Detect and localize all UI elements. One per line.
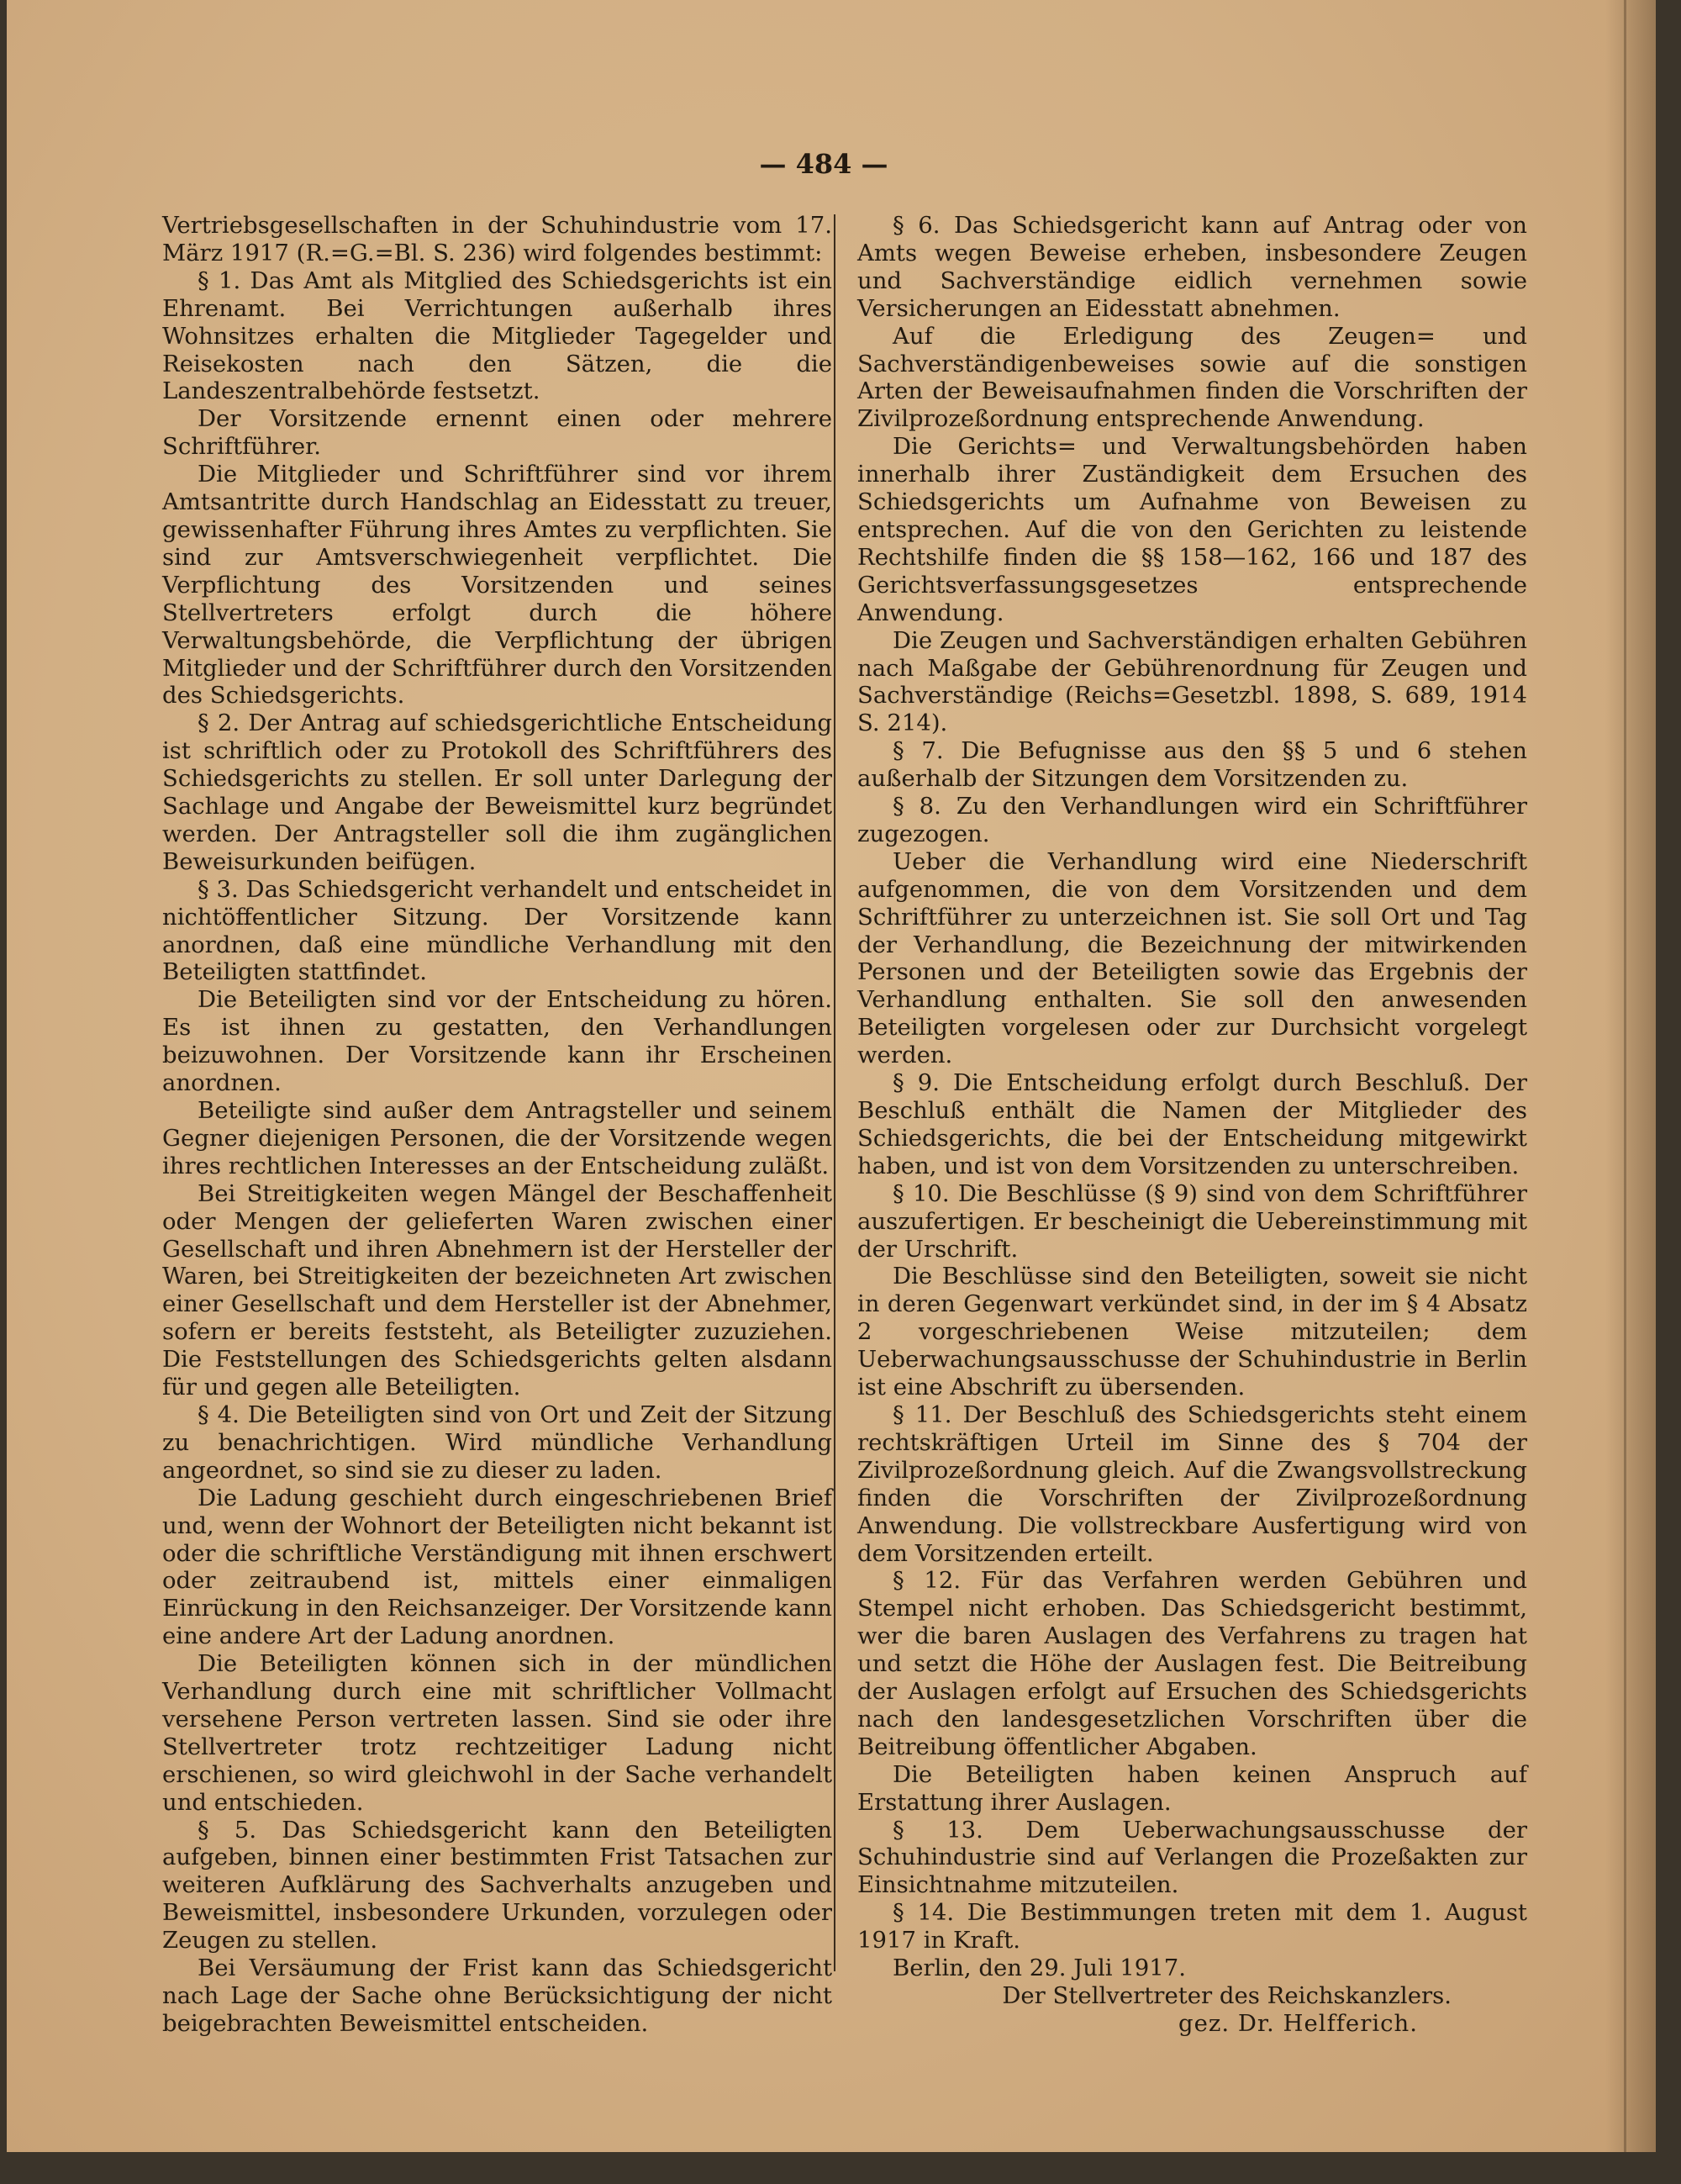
paragraph: § 1. Das Amt als Mitglied des Schiedsgerichts ist ein Ehrenamt. Bei Verrichtungen außerhalb ihres Wohnsitzes erhalten die Mitglieder Tagegelder und Reisekosten nach den Sätzen, die die Landeszentralbehörde festsetzt. xyxy=(162,266,832,405)
paragraph: Die Ladung geschieht durch eingeschriebenen Brief und, wenn der Wohnort der Beteiligten nicht bekannt ist oder die schriftliche Verständigung mit ihnen erschwert oder zeitraubend ist, mittels einer einmaligen Einrückung in den Reichsanzeiger. Der Vorsitzende kann eine andere Art der Ladung anordnen. xyxy=(162,1484,832,1650)
paragraph: § 10. Die Beschlüsse (§ 9) sind von dem Schriftführer auszufertigen. Er bescheinigt die Uebereinstimmung mit der Urschrift. xyxy=(857,1179,1527,1263)
paragraph: § 2. Der Antrag auf schiedsgerichtliche Entscheidung ist schriftlich oder zu Protokoll des Schriftführers des Schiedsgerichts zu stellen. Er soll unter Darlegung der Sachlage und Angabe der Beweismittel kurz begründet werden. Der Antragsteller soll die ihm zugänglichen Beweisurkunden beifügen. xyxy=(162,710,832,875)
paragraph: § 7. Die Befugnisse aus den §§ 5 und 6 stehen außerhalb der Sitzungen dem Vorsitzenden zu. xyxy=(857,737,1527,793)
paragraph: § 13. Dem Ueberwachungsausschusse der Schuhindustrie sind auf Verlangen die Prozeßakten zur Einsichtnahme mitzuteilen. xyxy=(857,1816,1527,1899)
column-divider xyxy=(834,214,835,1971)
signatory-title: Der Stellvertreter des Reichskanzlers. xyxy=(1002,1982,1452,2009)
page-gutter-shadow xyxy=(1605,0,1656,2152)
paragraph: Die Beteiligten können sich in der mündlichen Verhandlung durch eine mit schriftlicher Vollmacht versehene Person vertreten lassen. Sind sie oder ihre Stellvertreter trotz rechtzeitiger Ladung nicht erschienen, so wird gleichwohl in der Sache verhandelt und entschieden. xyxy=(162,1650,832,1816)
paragraph: Die Mitglieder und Schriftführer sind vor ihrem Amtsantritte durch Handschlag an Eidesstatt zu treuer, gewissenhafter Führung ihres Amtes zu verpflichten. Sie sind zur Amtsverschwiegenheit verpflichtet. Die Verpflichtung des Vorsitzenden und seines Stellvertreters erfolgt durch die höhere Verwaltungsbehörde, die Verpflichtung der übrigen Mitglieder und der Schriftführer durch den Vorsitzenden des Schiedsgerichts. xyxy=(162,461,832,710)
paragraph: Bei Versäumung der Frist kann das Schiedsgericht nach Lage der Sache ohne Berücksichtigung der nicht beigebrachten Beweismittel entscheiden. xyxy=(162,1955,832,2037)
paragraph: Die Gerichts= und Verwaltungsbehörden haben innerhalb ihrer Zuständigkeit dem Ersuchen des Schiedsgerichts um Aufnahme von Beweisen zu entsprechen. Auf die von den Gerichten zu leistende Rechtshilfe finden die §§ 158—162, 166 und 187 des Gerichtsverfassungsgesetzes entsprechende Anwendung. xyxy=(857,433,1527,626)
paragraph: § 6. Das Schiedsgericht kann auf Antrag oder von Amts wegen Beweise erheben, insbesondere Zeugen und Sachverständige eidlich vernehmen sowie Versicherungen an Eidesstatt abnehmen. xyxy=(857,212,1527,322)
page-number: — 484 — xyxy=(759,148,888,180)
paragraph: Die Beteiligten haben keinen Anspruch auf Erstattung ihrer Auslagen. xyxy=(857,1760,1527,1816)
paragraph: § 5. Das Schiedsgericht kann den Beteiligten aufgeben, binnen einer bestimmten Frist Tatsachen zur weiteren Aufklärung des Sachverhalts anzugeben und Beweismittel, insbesondere Urkunden, vorzulegen oder Zeugen zu stellen. xyxy=(162,1816,832,1955)
paragraph: Der Vorsitzende ernennt einen oder mehrere Schriftführer. xyxy=(162,405,832,461)
paragraph: Die Zeugen und Sachverständigen erhalten Gebühren nach Maßgabe der Gebührenordnung für Zeugen und Sachverständige (Reichs=Gesetzbl. 1898, S. 689, 1914 S. 214). xyxy=(857,626,1527,737)
paragraph: § 8. Zu den Verhandlungen wird ein Schriftführer zugezogen. xyxy=(857,793,1527,847)
paragraph: Die Beschlüsse sind den Beteiligten, soweit sie nicht in deren Gegenwart verkündet sind, in der im § 4 Absatz 2 vorgeschriebenen Weise mitzuteilen; dem Ueberwachungsausschusse der Schuhindustrie in Berlin ist eine Abschrift zu übersenden. xyxy=(857,1263,1527,1401)
right-column xyxy=(857,212,1527,2038)
paragraph: § 14. Die Bestimmungen treten mit dem 1. August 1917 in Kraft. xyxy=(857,1899,1527,1955)
paragraph: Auf die Erledigung des Zeugen= und Sachverständigenbeweises sowie auf die sonstigen Arten der Beweisaufnahmen finden die Vorschriften der Zivilprozeßordnung entsprechende Anwendung. xyxy=(857,322,1527,433)
signature: gez. Dr. Helfferich. xyxy=(1178,2009,1418,2037)
paragraph: § 9. Die Entscheidung erfolgt durch Beschluß. Der Beschluß enthält die Namen der Mitglieder des Schiedsgerichts, die bei der Entscheidung mitgewirkt haben, und ist von dem Vorsitzenden zu unterschreiben. xyxy=(857,1069,1527,1179)
paragraph: Beteiligte sind außer dem Antragsteller und seinem Gegner diejenigen Personen, die der Vorsitzende wegen ihres rechtlichen Interesses an der Entscheidung zuläßt. xyxy=(162,1097,832,1179)
left-column xyxy=(162,212,832,2038)
place-date: Berlin, den 29. Juli 1917. xyxy=(893,1955,1187,1982)
page-edge xyxy=(1624,0,1626,2152)
paragraph: § 11. Der Beschluß des Schiedsgerichts steht einem rechtskräftigen Urteil im Sinne des § 704 der Zivilprozeßordnung gleich. Auf die Zwangsvollstreckung finden die Vorschriften der Zivilprozeßordnung Anwendung. Die vollstreckbare Ausfertigung wird von dem Vorsitzenden erteilt. xyxy=(857,1401,1527,1567)
paragraph: § 4. Die Beteiligten sind von Ort und Zeit der Sitzung zu benachrichtigen. Wird mündliche Verhandlung angeordnet, so sind sie zu dieser zu laden. xyxy=(162,1401,832,1484)
paragraph: Ueber die Verhandlung wird eine Niederschrift aufgenommen, die von dem Vorsitzenden und dem Schriftführer zu unterzeichnen ist. Sie soll Ort und Tag der Verhandlung, die Bezeichnung der mitwirkenden Personen und der Beteiligten sowie das Ergebnis der Verhandlung enthalten. Sie soll den anwesenden Beteiligten vorgelesen oder zur Durchsicht vorgelegt werden. xyxy=(857,847,1527,1069)
paragraph: § 3. Das Schiedsgericht verhandelt und entscheidet in nichtöffentlicher Sitzung. Der Vorsitzende kann anordnen, daß eine mündliche Verhandlung mit den Beteiligten stattfindet. xyxy=(162,875,832,986)
paragraph: § 12. Für das Verfahren werden Gebühren und Stempel nicht erhoben. Das Schiedsgericht bestimmt, wer die baren Auslagen des Verfahrens zu tragen hat und setzt die Höhe der Auslagen fest. Die Beitreibung der Auslagen erfolgt auf Ersuchen des Schiedsgerichts nach den landesgesetzlichen Vorschriften über die Beitreibung öffentlicher Abgaben. xyxy=(857,1567,1527,1760)
paragraph: Bei Streitigkeiten wegen Mängel der Beschaffenheit oder Mengen der gelieferten Waren zwischen einer Gesellschaft und ihren Abnehmern ist der Hersteller der Waren, bei Streitigkeiten der bezeichneten Art zwischen einer Gesellschaft und dem Hersteller ist der Abnehmer, sofern er bereits feststeht, als Beteiligter zuzuziehen. Die Feststellungen des Schiedsgerichts gelten alsdann für und gegen alle Beteiligten. xyxy=(162,1179,832,1401)
paragraph: Die Beteiligten sind vor der Entscheidung zu hören. Es ist ihnen zu gestatten, den Verhandlungen beizuwohnen. Der Vorsitzende kann ihr Erscheinen anordnen. xyxy=(162,986,832,1097)
paragraph: Vertriebsgesellschaften in der Schuhindustrie vom 17. März 1917 (R.=G.=Bl. S. 236) wird folgendes bestimmt: xyxy=(162,212,832,266)
